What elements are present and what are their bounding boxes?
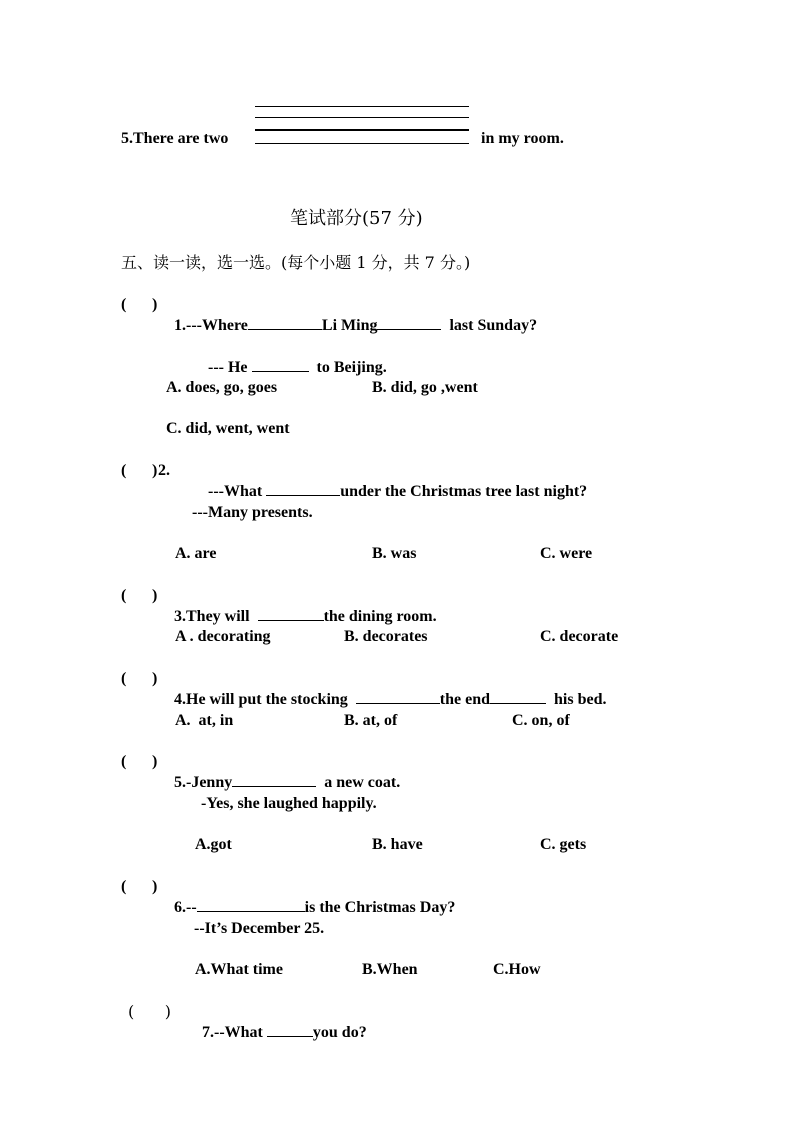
- q2-option-c: C. were: [540, 545, 593, 562]
- q4-option-c: C. on, of: [512, 712, 570, 729]
- q1-option-c: C. did, went, went: [166, 420, 290, 437]
- q4-option-a: A. at, in: [175, 712, 234, 729]
- q6-text-a: 6.--: [174, 899, 197, 916]
- answer-blank[interactable]: [490, 689, 546, 704]
- answer-paren-open: (: [121, 462, 127, 479]
- q6-text-b: is the Christmas Day?: [304, 899, 456, 916]
- answer-paren-close: ): [152, 878, 158, 895]
- q4-text-c: his bed.: [554, 691, 607, 708]
- q1-text-a: 1.---Where: [174, 317, 248, 334]
- section5-heading: 五、读一读，选一选。(每个小题 1 分，共 7 分。): [121, 253, 471, 272]
- q2-text-b: under the Christmas tree last night?: [340, 483, 588, 500]
- answer-blank[interactable]: [377, 315, 441, 330]
- answer-paren-open: (: [121, 878, 127, 895]
- answer-paren-close: ): [152, 753, 158, 770]
- listening-q5-prefix: 5.There are two: [121, 130, 229, 147]
- q1-reply-a: --- He: [208, 359, 248, 376]
- answer-blank[interactable]: [356, 689, 440, 704]
- q1-text-c: last Sunday?: [449, 317, 538, 334]
- q5-option-b: B. have: [372, 836, 423, 853]
- q2-text-a: ---What: [208, 483, 263, 500]
- q1-option-b: B. did, go ,went: [372, 379, 478, 396]
- q6-option-c: C.How: [493, 961, 541, 978]
- answer-blank[interactable]: [197, 897, 305, 912]
- answer-paren-close: ): [152, 296, 158, 313]
- q3-option-a: A . decorating: [175, 628, 271, 645]
- q4-text-b: the end: [439, 691, 491, 708]
- q5-reply: -Yes, she laughed happily.: [201, 795, 377, 812]
- answer-paren-open: (: [121, 296, 127, 313]
- q3-option-b: B. decorates: [344, 628, 428, 645]
- q6-option-a: A.What time: [195, 961, 283, 978]
- q7-text-b: you do?: [312, 1024, 367, 1041]
- q5-text-b: a new coat.: [324, 774, 401, 791]
- q6-reply: --It’s December 25.: [194, 920, 325, 937]
- listening-q5-suffix: in my room.: [481, 130, 564, 147]
- q6-option-b: B.When: [362, 961, 418, 978]
- answer-paren-close: ): [152, 670, 158, 687]
- q4-option-b: B. at, of: [344, 712, 398, 729]
- q1-option-a: A. does, go, goes: [166, 379, 278, 396]
- answer-blank[interactable]: [258, 606, 324, 621]
- answer-paren-open: (: [121, 587, 127, 604]
- q3-text-a: 3.They will: [174, 608, 250, 625]
- section-title: 笔试部分(57 分): [290, 208, 423, 229]
- q5-text-a: 5.-Jenny: [174, 774, 233, 791]
- answer-blank[interactable]: [232, 772, 316, 787]
- q5-option-a: A.got: [195, 836, 232, 853]
- q4-text-a: 4.He will put the stocking: [174, 691, 348, 708]
- answer-blank[interactable]: [267, 1022, 313, 1037]
- q1-text-b: Li Ming: [321, 317, 378, 334]
- q7-text-a: 7.--What: [202, 1024, 263, 1041]
- q2-reply: ---Many presents.: [192, 504, 313, 521]
- q3-text-b: the dining room.: [323, 608, 437, 625]
- answer-blank[interactable]: [266, 481, 340, 496]
- answer-paren-close: ): [152, 587, 158, 604]
- q1-reply-b: to Beijing.: [316, 359, 387, 376]
- q2-option-a: A. are: [175, 545, 217, 562]
- q5-option-c: C. gets: [540, 836, 587, 853]
- q3-option-c: C. decorate: [540, 628, 619, 645]
- q2-option-b: B. was: [372, 545, 417, 562]
- answer-blank[interactable]: [252, 357, 309, 372]
- answer-parens: ( ): [128, 1002, 171, 1021]
- q2-number: 2.: [158, 462, 170, 479]
- answer-paren-open: (: [121, 670, 127, 687]
- answer-blank[interactable]: [248, 315, 322, 330]
- answer-paren-open: (: [121, 753, 127, 770]
- answer-paren-close: ): [152, 462, 158, 479]
